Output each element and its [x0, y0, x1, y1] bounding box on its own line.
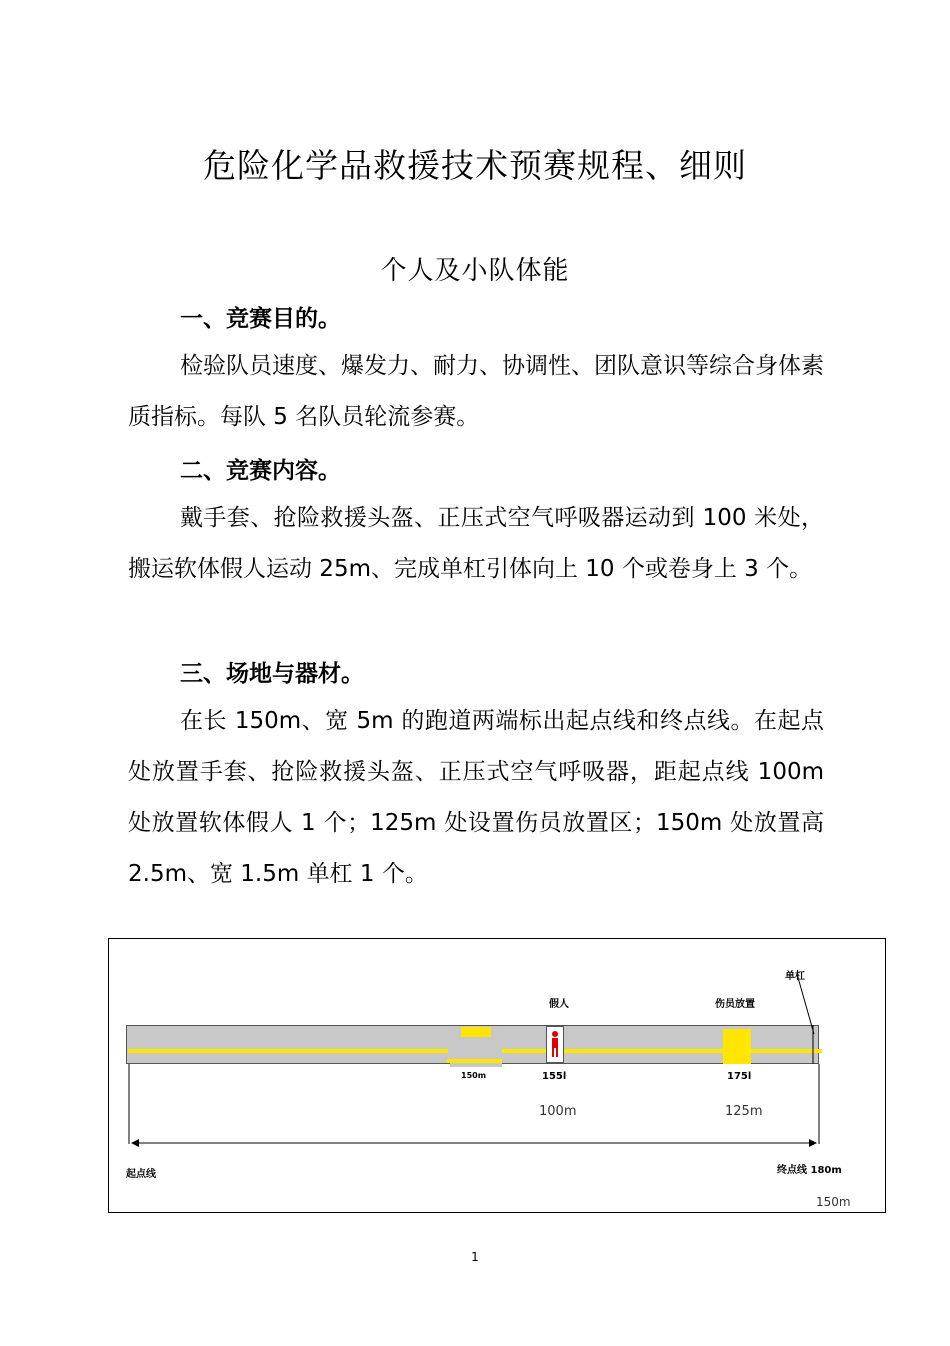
section-body-purpose: 检验队员速度、爆发力、耐力、协调性、团队意识等综合身体素质指标。每队 5 名队员轮流参赛。	[128, 353, 824, 430]
section-body-content: 戴手套、抢险救援头盔、正压式空气呼吸器运动到 100 米处，搬运软体假人运动 25m、完成单杠引体向上 10 个或卷身上 3 个。	[128, 505, 824, 582]
corner-label: 150m	[816, 1195, 851, 1209]
section-heading-venue: 三、场地与器材。	[180, 661, 364, 687]
dummy-label: 假人	[549, 999, 569, 1010]
tick-label: 175l	[727, 1071, 752, 1082]
section-heading-content: 二、竞赛内容。	[180, 458, 341, 484]
page-number: 1	[471, 1250, 479, 1264]
tick-label: 150m	[461, 1071, 487, 1080]
distance-label: 100m	[539, 1104, 577, 1119]
track-diagram	[108, 938, 886, 1213]
section-heading-purpose: 一、竞赛目的。	[180, 306, 341, 332]
end-line-label: 终点线 180m	[777, 1165, 842, 1176]
tick-label: 155l	[542, 1071, 567, 1082]
bar-label: 单杠	[785, 971, 805, 982]
start-line-label: 起点线	[126, 1169, 156, 1180]
section-body-venue: 在长 150m、宽 5m 的跑道两端标出起点线和终点线。在起点处放置手套、抢险救援头盔、正压式空气呼吸器，距起点线 100m 处放置软体假人 1 个；125m 处设置伤员放置区；150m 处放置高 2.5m、宽 1.5m 单杠 1 个。	[128, 708, 824, 887]
zone-label: 伤员放置	[715, 999, 755, 1010]
diagram-lines	[109, 939, 885, 1212]
page-title: 危险化学品救援技术预赛规程、细则	[203, 146, 747, 185]
page-subtitle: 个人及小队体能	[380, 256, 570, 286]
distance-label: 125m	[725, 1104, 763, 1119]
